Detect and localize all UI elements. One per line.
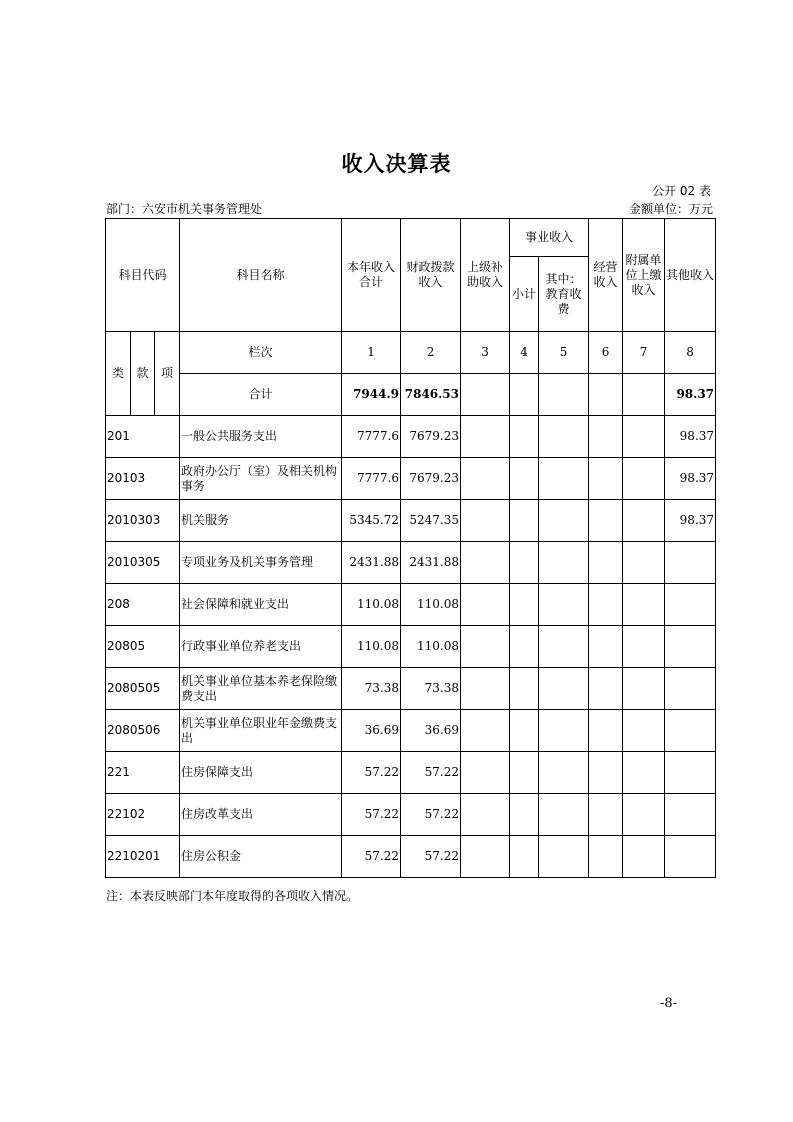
row-other (665, 542, 716, 584)
table-row (106, 416, 716, 458)
row-operating (589, 668, 623, 710)
row-code: 208 (106, 584, 180, 626)
row-business-education (539, 668, 589, 710)
row-superior (461, 836, 510, 878)
header-xiang: 项 (155, 332, 180, 416)
table-row (106, 710, 716, 752)
row-operating (589, 458, 623, 500)
row-business-subtotal (510, 710, 539, 752)
row-superior (461, 500, 510, 542)
column-number: 4 (510, 332, 539, 374)
row-total: 110.08 (342, 584, 401, 626)
row-other (665, 626, 716, 668)
header-education: 其中：教育收费 (539, 257, 589, 332)
row-name: 政府办公厅（室）及相关机构事务 (180, 458, 342, 500)
row-other: 98.37 (665, 416, 716, 458)
row-fiscal: 7679.23 (401, 416, 461, 458)
header-total: 本年收入合计 (342, 219, 401, 332)
total-row-other: 98.37 (665, 374, 716, 416)
row-business-education (539, 584, 589, 626)
row-total: 7777.6 (342, 416, 401, 458)
header-code: 科目代码 (106, 219, 180, 332)
row-code: 22102 (106, 794, 180, 836)
row-business-subtotal (510, 458, 539, 500)
header-business: 事业收入 (510, 219, 589, 257)
row-business-education (539, 710, 589, 752)
table-row (106, 458, 716, 500)
row-other (665, 794, 716, 836)
row-affiliated (623, 500, 665, 542)
row-operating (589, 626, 623, 668)
row-code: 221 (106, 752, 180, 794)
row-name: 一般公共服务支出 (180, 416, 342, 458)
row-total: 73.38 (342, 668, 401, 710)
row-code: 20103 (106, 458, 180, 500)
header-fiscal: 财政拨款收入 (401, 219, 461, 332)
row-operating (589, 542, 623, 584)
row-superior (461, 542, 510, 584)
row-business-subtotal (510, 794, 539, 836)
row-other (665, 584, 716, 626)
row-superior (461, 710, 510, 752)
row-operating (589, 836, 623, 878)
row-affiliated (623, 710, 665, 752)
table-row (106, 794, 716, 836)
table-row (106, 626, 716, 668)
row-fiscal: 57.22 (401, 752, 461, 794)
row-total: 36.69 (342, 710, 401, 752)
row-affiliated (623, 668, 665, 710)
row-fiscal: 73.38 (401, 668, 461, 710)
row-code: 20805 (106, 626, 180, 668)
row-code: 2210201 (106, 836, 180, 878)
header-lanci: 栏次 (180, 332, 342, 374)
table-row (106, 668, 716, 710)
row-business-subtotal (510, 542, 539, 584)
row-code: 201 (106, 416, 180, 458)
row-code: 2010303 (106, 500, 180, 542)
row-business-education (539, 794, 589, 836)
row-business-education (539, 752, 589, 794)
row-operating (589, 794, 623, 836)
row-name: 住房保障支出 (180, 752, 342, 794)
row-other: 98.37 (665, 458, 716, 500)
row-other (665, 836, 716, 878)
header-operating: 经营收入 (589, 219, 623, 332)
column-number: 3 (461, 332, 510, 374)
row-business-education (539, 836, 589, 878)
row-business-education (539, 500, 589, 542)
row-other: 98.37 (665, 500, 716, 542)
row-other (665, 668, 716, 710)
amount-unit-label: 金额单位：万元 (628, 202, 713, 216)
row-code: 2080505 (106, 668, 180, 710)
table-row (106, 752, 716, 794)
row-business-education (539, 542, 589, 584)
row-affiliated (623, 584, 665, 626)
row-total: 2431.88 (342, 542, 401, 584)
row-affiliated (623, 794, 665, 836)
total-row-fiscal: 7846.53 (401, 374, 461, 416)
header-other: 其他收入 (665, 219, 716, 332)
row-fiscal: 7679.23 (401, 458, 461, 500)
row-superior (461, 458, 510, 500)
row-business-subtotal (510, 836, 539, 878)
column-number: 1 (342, 332, 401, 374)
row-affiliated (623, 752, 665, 794)
row-business-subtotal (510, 500, 539, 542)
header-name: 科目名称 (180, 219, 342, 332)
row-operating (589, 500, 623, 542)
income-table (105, 218, 716, 878)
row-fiscal: 2431.88 (401, 542, 461, 584)
row-superior (461, 668, 510, 710)
row-superior (461, 416, 510, 458)
column-number: 8 (665, 332, 716, 374)
row-code: 2080506 (106, 710, 180, 752)
header-kuan: 款 (131, 332, 155, 416)
row-name: 专项业务及机关事务管理 (180, 542, 342, 584)
page-number: -8- (660, 996, 678, 1011)
row-total: 110.08 (342, 626, 401, 668)
row-name: 机关事业单位基本养老保险缴费支出 (180, 668, 342, 710)
row-superior (461, 794, 510, 836)
row-business-subtotal (510, 626, 539, 668)
row-superior (461, 752, 510, 794)
row-business-subtotal (510, 752, 539, 794)
row-business-education (539, 458, 589, 500)
row-fiscal: 110.08 (401, 626, 461, 668)
row-code: 2010305 (106, 542, 180, 584)
row-total: 7777.6 (342, 458, 401, 500)
row-name: 住房公积金 (180, 836, 342, 878)
row-operating (589, 416, 623, 458)
row-business-subtotal (510, 668, 539, 710)
header-lei: 类 (106, 332, 131, 416)
row-superior (461, 626, 510, 668)
row-total: 57.22 (342, 752, 401, 794)
row-fiscal: 57.22 (401, 794, 461, 836)
row-other (665, 710, 716, 752)
column-number: 7 (623, 332, 665, 374)
table-note: 注：本表反映部门本年度取得的各项收入情况。 (106, 889, 359, 903)
row-fiscal: 57.22 (401, 836, 461, 878)
row-business-education (539, 416, 589, 458)
table-row (106, 836, 716, 878)
total-row-total: 7944.9 (342, 374, 401, 416)
column-number: 5 (539, 332, 589, 374)
row-affiliated (623, 626, 665, 668)
column-number: 2 (401, 332, 461, 374)
row-operating (589, 752, 623, 794)
row-operating (589, 584, 623, 626)
header-affiliated: 附属单位上缴收入 (623, 219, 665, 332)
header-superior: 上级补助收入 (461, 219, 510, 332)
total-row-label: 合计 (180, 374, 342, 416)
row-name: 机关事业单位职业年金缴费支出 (180, 710, 342, 752)
row-fiscal: 110.08 (401, 584, 461, 626)
row-name: 住房改革支出 (180, 794, 342, 836)
row-affiliated (623, 836, 665, 878)
column-number: 6 (589, 332, 623, 374)
row-business-subtotal (510, 416, 539, 458)
department-label: 部门：六安市机关事务管理处 (106, 202, 263, 216)
row-superior (461, 584, 510, 626)
row-name: 行政事业单位养老支出 (180, 626, 342, 668)
row-total: 5345.72 (342, 500, 401, 542)
row-affiliated (623, 542, 665, 584)
row-total: 57.22 (342, 836, 401, 878)
row-affiliated (623, 416, 665, 458)
row-fiscal: 5247.35 (401, 500, 461, 542)
header-subtotal: 小计 (510, 257, 539, 332)
row-name: 机关服务 (180, 500, 342, 542)
row-total: 57.22 (342, 794, 401, 836)
row-affiliated (623, 458, 665, 500)
page-title: 收入决算表 (341, 152, 452, 176)
row-operating (589, 710, 623, 752)
row-other (665, 752, 716, 794)
row-business-education (539, 626, 589, 668)
row-name: 社会保障和就业支出 (180, 584, 342, 626)
form-number: 公开 02 表 (652, 184, 711, 198)
table-row (106, 584, 716, 626)
table-row (106, 500, 716, 542)
row-fiscal: 36.69 (401, 710, 461, 752)
row-business-subtotal (510, 584, 539, 626)
table-row (106, 542, 716, 584)
